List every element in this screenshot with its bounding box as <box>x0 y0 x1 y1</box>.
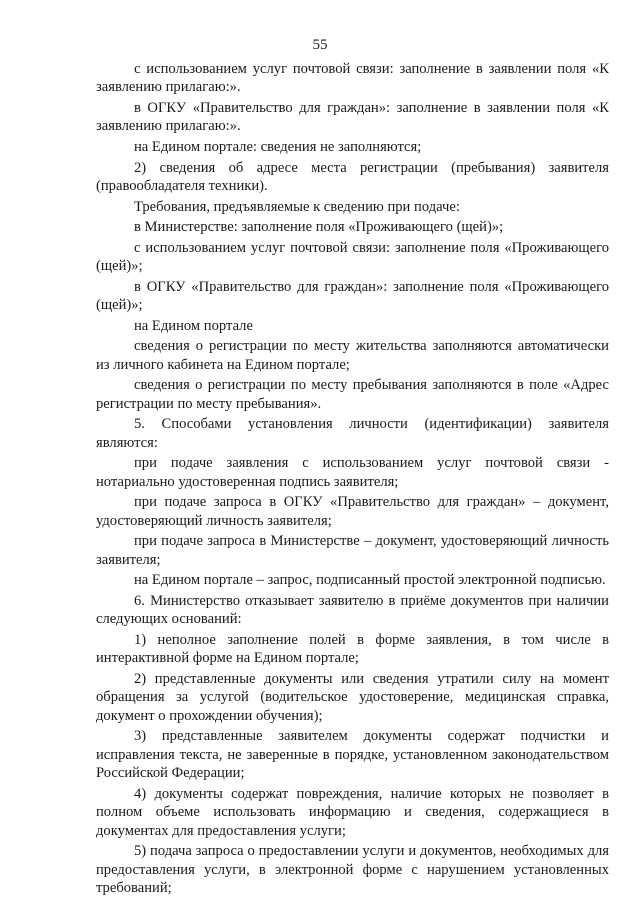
paragraph: в ОГКУ «Правительство для граждан»: заполнение в заявлении поля «К заявлению прилагаю:». <box>96 100 609 135</box>
paragraph: в ОГКУ «Правительство для граждан»: заполнение поля «Проживающего (щей)»; <box>96 278 609 314</box>
paragraph: сведения о регистрации по месту пребывания заполняются в поле «Адрес регистрации по месту пребывания». <box>96 377 609 412</box>
paragraph: в Министерстве: заполнение поля «Проживающего (щей)»; <box>134 219 504 236</box>
paragraph: при подаче запроса в ОГКУ «Правительство для граждан» – документ, удостоверяющий личность заявителя; <box>96 494 609 529</box>
paragraph: сведения о регистрации по месту жительства заполняются автоматически из личного кабинета на Едином портале; <box>96 338 609 373</box>
page-number: 55 <box>312 37 328 53</box>
paragraph: 4) документы содержат повреждения, наличие которых не позволяет в полном объеме использовать информацию и сведения, содержащиеся в документах для предоставления услуги; <box>96 785 609 839</box>
paragraph: 6. Министерство отказывает заявителю в приёме документов при наличии следующих оснований: <box>96 592 609 628</box>
paragraph: на Едином портале: сведения не заполняются; <box>134 139 422 155</box>
paragraph: 5) подача запроса о предоставлении услуги и документов, необходимых для предоставления услуги, в электронной форме с нарушением установленных требований; <box>96 843 609 896</box>
document-body <box>96 60 609 900</box>
paragraph: на Едином портале <box>134 317 253 334</box>
paragraph: при подаче запроса в Министерстве – документ, удостоверяющий личность заявителя; <box>96 533 609 568</box>
paragraph: с использованием услуг почтовой связи: заполнение в заявлении поля «К заявлению прилагаю:». <box>96 61 609 96</box>
paragraph: 2) сведения об адресе места регистрации (пребывания) заявителя (правообладателя техники). <box>96 159 609 194</box>
paragraph: 2) представленные документы или сведения утратили силу на момент обращения за услугой (водительское удостоверение, медицинская справка, документ о прохождении обучения); <box>96 670 609 724</box>
paragraph: с использованием услуг почтовой связи: заполнение поля «Проживающего (щей)»; <box>96 239 609 275</box>
paragraph: при подаче заявления с использованием услуг почтовой связи - нотариально удостоверенная подпись заявителя; <box>96 455 609 490</box>
paragraph: 1) неполное заполнение полей в форме заявления, в том числе в интерактивной форме на Едином портале; <box>96 631 609 667</box>
paragraph: 3) представленные заявителем документы содержат подчистки и исправления текста, не заверенные в порядке, установленном законодательством Российской Федерации; <box>96 728 609 782</box>
paragraph: Требования, предъявляемые к сведению при подаче: <box>134 198 460 215</box>
paragraph: 5. Способами установления личности (идентификации) заявителя являются: <box>96 416 609 451</box>
paragraph: на Едином портале – запрос, подписанный простой электронной подписью. <box>134 572 606 589</box>
